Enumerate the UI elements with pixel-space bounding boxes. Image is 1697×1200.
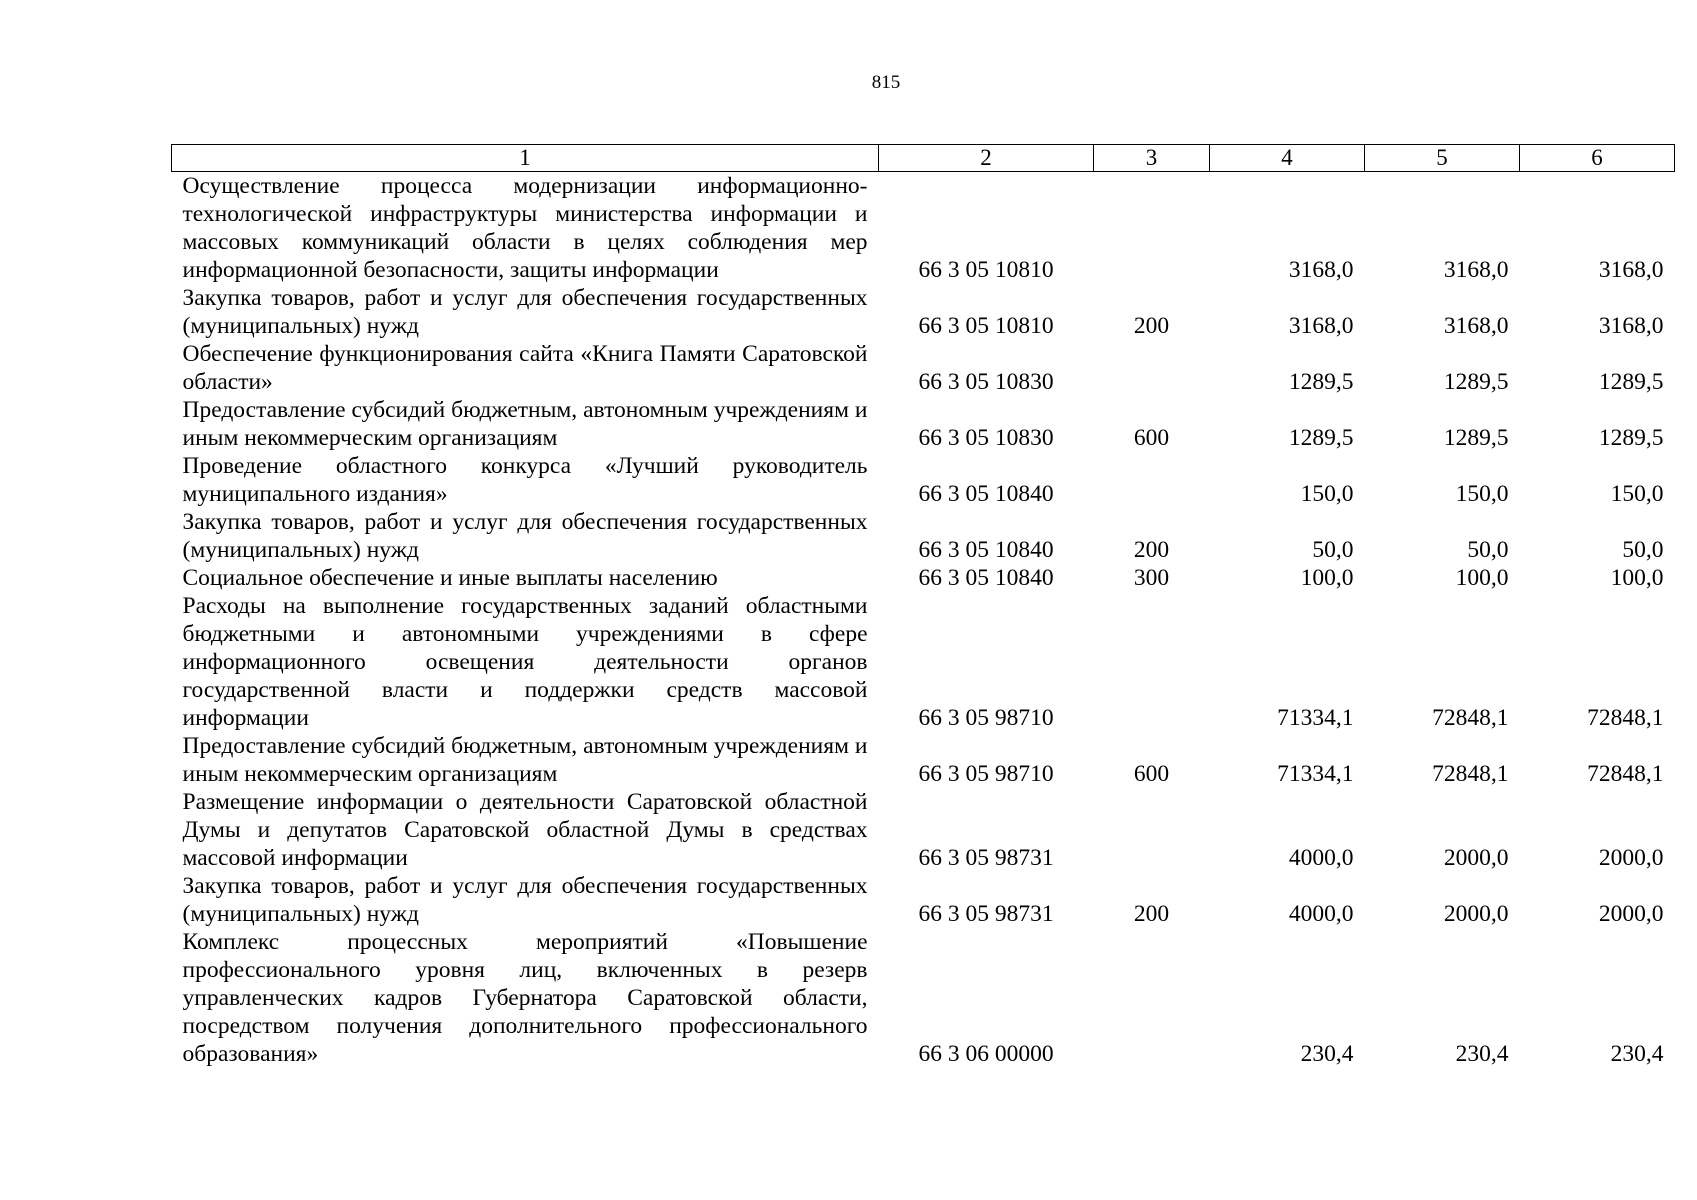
row-value-col6: 100,0 [1610,565,1664,591]
row-expense-type: 200 [1133,901,1170,927]
row-value-col4: 100,0 [1300,565,1354,591]
row-value-col5: 72848,1 [1432,705,1509,731]
table-row [172,732,1675,788]
row-value-col5: 72848,1 [1432,761,1509,787]
column-header-6: 6 [1520,145,1675,172]
row-value-col5: 2000,0 [1443,845,1509,871]
row-value-col5: 150,0 [1455,481,1509,507]
row-name: Предоставление субсидий бюджетным, автономным учреждениям и иным некоммерческим организациям [182,733,868,787]
row-expense-type [1094,452,1210,508]
row-name: Закупка товаров, работ и услуг для обеспечения государственных (муниципальных) нужд [182,873,868,927]
row-value-col4: 4000,0 [1288,845,1354,871]
row-value-col4: 230,4 [1300,1041,1354,1067]
row-value-col6: 3168,0 [1598,313,1664,339]
row-expense-type: 600 [1133,425,1170,451]
row-value-col6: 1289,5 [1598,369,1664,395]
row-value-col4: 1289,5 [1288,369,1354,395]
table-row [172,284,1675,340]
table-row [172,340,1675,396]
row-code: 66 3 06 00000 [918,1041,1054,1067]
row-expense-type [1094,788,1210,872]
row-expense-type: 600 [1133,761,1170,787]
row-value-col4: 71334,1 [1277,761,1354,787]
table-row [172,872,1675,928]
row-value-col5: 100,0 [1455,565,1509,591]
row-name: Размещение информации о деятельности Саратовской областной Думы и депутатов Саратовской областной Думы в средствах массовой информации [182,789,868,871]
row-code: 66 3 05 98731 [918,901,1054,927]
row-value-col5: 3168,0 [1443,313,1509,339]
row-name: Закупка товаров, работ и услуг для обеспечения государственных (муниципальных) нужд [182,509,868,563]
header-row [172,145,1675,172]
table-row [172,452,1675,508]
row-code: 66 3 05 10840 [918,537,1054,563]
budget-table [171,144,1675,1068]
row-name: Проведение областного конкурса «Лучший руководитель муниципального издания» [182,453,868,507]
row-name: Обеспечение функционирования сайта «Книга Памяти Саратовской области» [182,341,868,395]
row-value-col5: 1289,5 [1443,425,1509,451]
table-row [172,508,1675,564]
row-value-col6: 2000,0 [1598,901,1664,927]
row-value-col4: 71334,1 [1277,705,1354,731]
row-code: 66 3 05 98710 [918,705,1054,731]
row-value-col5: 2000,0 [1443,901,1509,927]
column-header-5: 5 [1365,145,1520,172]
row-name: Предоставление субсидий бюджетным, автономным учреждениям и иным некоммерческим организациям [182,397,868,451]
row-value-col5: 1289,5 [1443,369,1509,395]
row-value-col6: 150,0 [1610,481,1664,507]
row-name: Социальное обеспечение и иные выплаты населению [182,565,718,591]
row-code: 66 3 05 10810 [918,313,1054,339]
row-value-col6: 72848,1 [1587,705,1664,731]
row-value-col6: 50,0 [1622,537,1664,563]
row-code: 66 3 05 98710 [918,761,1054,787]
table-row [172,592,1675,732]
row-value-col5: 50,0 [1467,537,1509,563]
row-value-col4: 150,0 [1300,481,1354,507]
row-value-col4: 1289,5 [1288,425,1354,451]
row-expense-type [1094,592,1210,732]
row-code: 66 3 05 10810 [918,257,1054,283]
table-row [172,172,1675,285]
row-value-col4: 3168,0 [1288,257,1354,283]
row-value-col6: 3168,0 [1598,257,1664,283]
column-header-2: 2 [879,145,1094,172]
row-code: 66 3 05 10840 [918,481,1054,507]
table-row [172,928,1675,1068]
row-value-col6: 230,4 [1610,1041,1664,1067]
row-value-col6: 1289,5 [1598,425,1664,451]
row-value-col4: 50,0 [1312,537,1354,563]
row-name: Осуществление процесса модернизации информационно-технологической инфраструктуры министерства информации и массовых коммуникаций области в целях соблюдения мер информационной безопасности, защиты информации [182,173,868,283]
row-value-col6: 2000,0 [1598,845,1664,871]
row-code: 66 3 05 10830 [918,369,1054,395]
row-name: Комплекс процессных мероприятий «Повышение профессионального уровня лиц, включенных в резерв управленческих кадров Губернатора Саратовской области, посредством получения дополнительного профессионального образования» [182,929,868,1067]
row-expense-type: 200 [1133,537,1170,563]
table-row [172,564,1675,592]
row-code: 66 3 05 10840 [918,565,1054,591]
column-header-4: 4 [1210,145,1365,172]
row-code: 66 3 05 10830 [918,425,1054,451]
row-name: Расходы на выполнение государственных заданий областными бюджетными и автономными учреждениями в сфере информационного освещения деятельности органов государственной власти и поддержки средств массовой информации [182,593,868,731]
row-expense-type [1094,928,1210,1068]
page-number: 815 [871,72,901,93]
row-name: Закупка товаров, работ и услуг для обеспечения государственных (муниципальных) нужд [182,285,868,339]
column-header-1: 1 [172,145,879,172]
row-value-col4: 4000,0 [1288,901,1354,927]
row-expense-type [1094,172,1210,285]
row-expense-type: 200 [1133,313,1170,339]
row-expense-type: 300 [1133,565,1170,591]
table-row [172,788,1675,872]
row-code: 66 3 05 98731 [918,845,1054,871]
row-value-col4: 3168,0 [1288,313,1354,339]
table-row [172,396,1675,452]
row-value-col6: 72848,1 [1587,761,1664,787]
row-expense-type [1094,340,1210,396]
row-value-col5: 230,4 [1455,1041,1509,1067]
row-value-col5: 3168,0 [1443,257,1509,283]
column-header-3: 3 [1094,145,1210,172]
